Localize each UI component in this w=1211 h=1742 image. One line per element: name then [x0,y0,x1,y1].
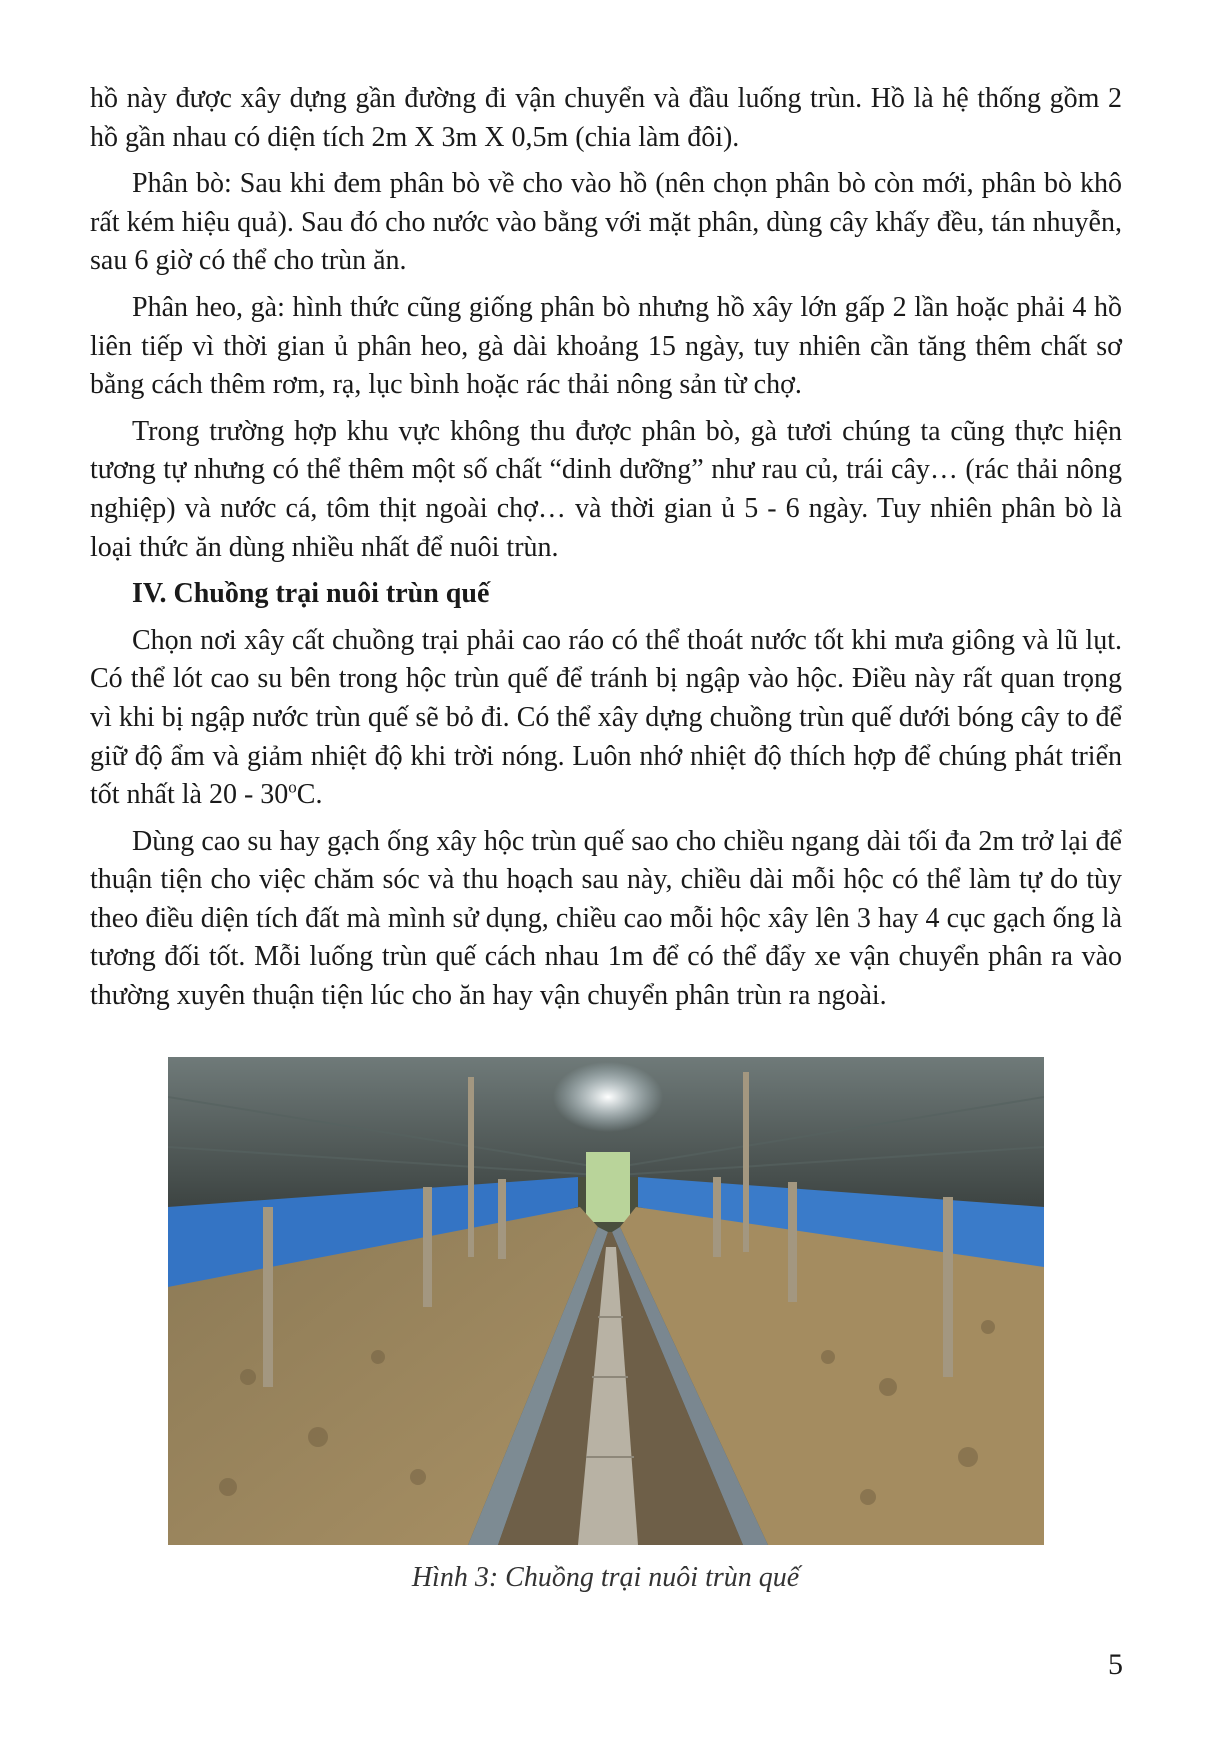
figure-caption: Hình 3: Chuồng trại nuôi trùn quế [411,1562,800,1593]
celsius-unit: C. [296,779,323,811]
site-selection-text: Chọn nơi xây cất chuồng trại phải cao ráo có thể thoát nước tốt khi mưa giông và lũ lụt. Có thể lót cao su bên trong hộc trùn quế để tránh bị ngập vào hộc. Điều này rất quan trọng vì khi bị ngập nước trùn quế sẽ bỏ đi. Có thể xây dựng chuồng trùn quế dưới bóng cây to để giữ độ ẩm và giảm nhiệt độ khi trời nóng. Luôn nhớ nhiệt độ thích hợp để chúng phát triển tốt nhất là 20 - 30 [90,624,1122,811]
figure-photo [168,1057,1044,1545]
paragraph-pig-chicken-manure: Phân heo, gà: hình thức cũng giống phân bò nhưng hồ xây lớn gấp 2 lần hoặc phải 4 hồ liên tiếp vì thời gian ủ phân heo, gà dài khoảng 15 ngày, tuy nhiên cần tăng thêm chất sơ bằng cách thêm rơm, rạ, lục bình hoặc rác thải nông sản từ chợ. [90,291,1122,401]
degree-superscript: o [288,777,297,797]
paragraph-site-selection [90,622,1122,815]
skylight [553,1062,663,1132]
paragraph-1: hồ này được xây dựng gần đường đi vận chuyển và đầu luống trùn. Hồ là hệ thống gồm 2 hồ gần nhau có diện tích 2m X 3m X 0,5m (chia làm đôi). [90,83,1122,153]
barn-end-opening [586,1152,630,1222]
paragraph-bed-construction: Dùng cao su hay gạch ống xây hộc trùn quế sao cho chiều ngang dài tối đa 2m trở lại để thuận tiện cho việc chăm sóc và thu hoạch sau này, chiều dài mỗi hộc có thể làm tự do tùy theo điều diện tích đất mà mình sử dụng, chiều cao mỗi hộc xây lên 3 hay 4 cục gạch ống là tương đối tốt. Mỗi luống trùn quế cách nhau 1m để có thể đẩy xe vận chuyển phân ra vào thường xuyên thuận tiện lúc cho ăn hay vận chuyển phân trùn ra ngoài. [90,825,1122,1012]
paragraph-cow-manure: Phân bò: Sau khi đem phân bò về cho vào hồ (nên chọn phân bò còn mới, phân bò khô rất kém hiệu quả). Sau đó cho nước vào bằng với mặt phân, dùng cây khấy đều, tán nhuyễn, sau 6 giờ có thể cho trùn ăn. [90,168,1122,277]
paragraph-alternatives: Trong trường hợp khu vực không thu được phân bò, gà tươi chúng ta cũng thực hiện tương tự nhưng có thể thêm một số chất “dinh dưỡng” như rau củ, trái cây… (rác thải nông nghiệp) và nước cá, tôm thịt ngoài chợ… và thời gian ủ 5 - 6 ngày. Tuy nhiên phân bò là loại thức ăn dùng nhiều nhất để nuôi trùn. [90,415,1122,563]
worm-barn-photo [168,1057,1044,1545]
section-heading: IV. Chuồng trại nuôi trùn quế [132,578,490,610]
body-text [90,80,1122,1024]
page-number: 5 [1108,1648,1123,1681]
